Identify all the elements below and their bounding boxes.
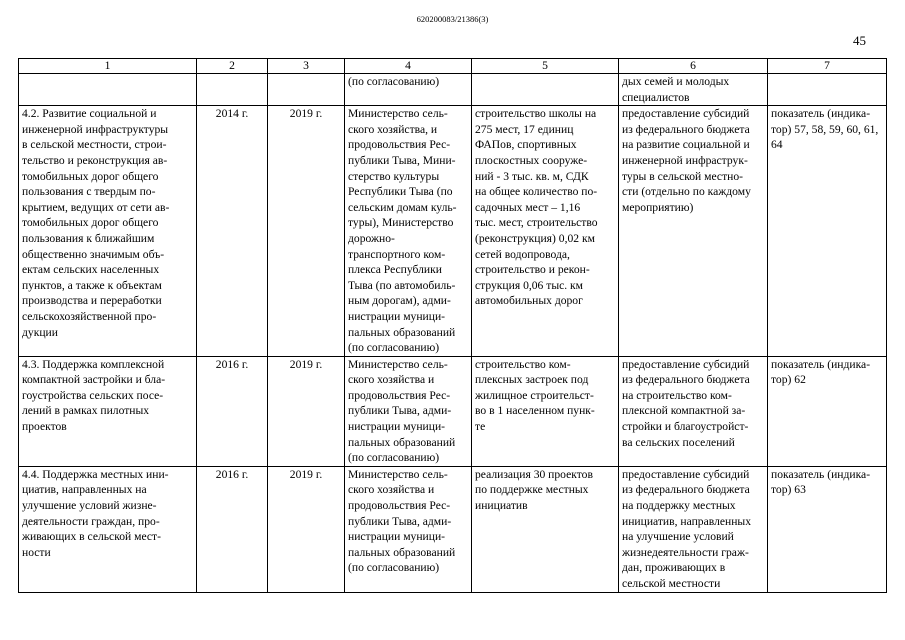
indicator-cell — [768, 74, 887, 106]
end-year-cell: 2019 г. — [268, 466, 345, 592]
result-cell: реализация 30 проектов по поддержке местных инициатив — [472, 466, 619, 592]
column-header: 6 — [619, 59, 768, 74]
end-year-cell — [268, 74, 345, 106]
measure-name-cell: 4.3. Поддержка комплексной компактной застройки и бла- гоустройства сельских посе- лений в рамках пилотных проектов — [19, 356, 197, 466]
executor-cell: Министерство сель- ского хозяйства и продовольствия Рес- публики Тыва, адми- нистрации муници- пальных образований (по согласованию) — [345, 356, 472, 466]
mechanism-cell: дых семей и молодых специалистов — [619, 74, 768, 106]
result-cell: строительство ком- плексных застроек под жилищное строительст- во в 1 населенном пунк- те — [472, 356, 619, 466]
table-row — [19, 466, 887, 592]
measure-name-cell: 4.4. Поддержка местных ини- циатив, направленных на улучшение условий жизне- деятельности граждан, про- живающих в сельской мест- ности — [19, 466, 197, 592]
result-cell — [472, 74, 619, 106]
executor-cell: (по согласованию) — [345, 74, 472, 106]
measures-table — [18, 58, 887, 593]
continuation-row — [19, 74, 887, 106]
result-cell: строительство школы на 275 мест, 17 единиц ФАПов, спортивных плоскостных сооруже- ний - 3 тыс. кв. м, СДК на общее количество по- садочных мест – 1,16 тыс. мест, строительство (реконструкция) 0,02 км сетей водопровода, строительство и рекон- струкция 0,06 тыс. км автомобильных дорог — [472, 106, 619, 357]
mechanism-cell: предоставление субсидий из федерального бюджета на развитие социальной и инженерной инфраструк- туры в сельской местно- сти (отдельно по каждому мероприятию) — [619, 106, 768, 357]
mechanism-cell: предоставление субсидий из федерального бюджета на поддержку местных инициатив, направленных на улучшение условий жизнедеятельности граж- дан, проживающих в сельской местности — [619, 466, 768, 592]
column-number-row — [19, 59, 887, 74]
indicator-cell: показатель (индика- тор) 57, 58, 59, 60, 61, 64 — [768, 106, 887, 357]
measure-name-cell — [19, 74, 197, 106]
end-year-cell: 2019 г. — [268, 356, 345, 466]
table-row — [19, 356, 887, 466]
mechanism-cell: предоставление субсидий из федерального бюджета на строительство ком- плексной компактной за- стройки и благоустройст- ва сельских поселений — [619, 356, 768, 466]
start-year-cell: 2016 г. — [197, 356, 268, 466]
start-year-cell: 2016 г. — [197, 466, 268, 592]
start-year-cell — [197, 74, 268, 106]
measure-name-cell: 4.2. Развитие социальной и инженерной инфраструктуры в сельской местности, строи- тельство и реконструкция ав- томобильных дорог общего пользования с твердым по- крытием, ведущих от сети ав- томобильных дорог общего пользования к ближайшим общественно значимым объ- ектам сельских населенных пунктов, а также к объектам производства и переработки сельскохозяйственной про- дукции — [19, 106, 197, 357]
end-year-cell: 2019 г. — [268, 106, 345, 357]
document-id: 620200083/21386(3) — [416, 14, 489, 24]
column-header: 7 — [768, 59, 887, 74]
indicator-cell: показатель (индика- тор) 63 — [768, 466, 887, 592]
table-row — [19, 106, 887, 357]
executor-cell: Министерство сель- ского хозяйства и продовольствия Рес- публики Тыва, адми- нистрации муници- пальных образований (по согласованию) — [345, 466, 472, 592]
column-header: 1 — [19, 59, 197, 74]
executor-cell: Министерство сель- ского хозяйства, и продовольствия Рес- публики Тыва, Мини- стерство культуры Республики Тыва (по сельским домам куль- туры), Министерство дорожно- транспортного ком- плекса Республики Тыва (по автомобиль- ным дорогам), адми- нистрации муници- пальных образований (по согласованию) — [345, 106, 472, 357]
column-header: 3 — [268, 59, 345, 74]
column-header: 4 — [345, 59, 472, 74]
indicator-cell: показатель (индика- тор) 62 — [768, 356, 887, 466]
column-header: 5 — [472, 59, 619, 74]
page-number: 45 — [853, 33, 866, 48]
start-year-cell: 2014 г. — [197, 106, 268, 357]
column-header: 2 — [197, 59, 268, 74]
